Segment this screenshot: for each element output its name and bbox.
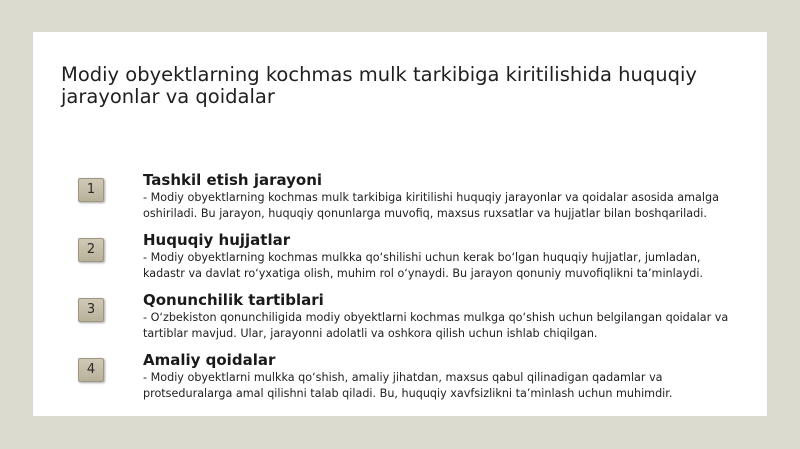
slide-title: Modiy obyektlarning kochmas mulk tarkibiga kiritilishida huquqiy jarayonlar va qoidalar [61,63,697,108]
item-description: - Modiy obyektlarning kochmas mulkka qo‘shilishi uchun kerak bo‘lgan huquqiy hujjatlar, jumladan, kadastr va davlat ro‘yxatiga olish, muhim rol o‘ynaydi. Bu jarayon qonuniy muvofiqlikni ta’minlaydi. [143,251,704,280]
number-badge: 4 [78,358,104,382]
slide [33,32,767,416]
list-item [78,351,738,407]
item-heading: Huquqiy hujjatlar [143,231,291,249]
number-badge: 2 [78,238,104,262]
item-heading: Qonunchilik tartiblari [143,291,324,309]
list-item [78,231,738,287]
list-item [78,291,738,347]
item-heading: Amaliy qoidalar [143,351,276,369]
item-description: - Modiy obyektlarni mulkka qo‘shish, amaliy jihatdan, maxsus qabul qilinadigan qadamlar va protseduralarga amal qilishni talab qiladi. Bu, huquqiy xavfsizlikni ta’minlash uchun muhimdir. [143,371,673,400]
number-badge: 1 [78,178,104,202]
number-badge: 3 [78,298,104,322]
item-description: - Modiy obyektlarning kochmas mulk tarkibiga kiritilishi huquqiy jarayonlar va qoidalar asosida amalga oshiriladi. Bu jarayon, huquqiy qonunlarga muvofiq, maxsus ruxsatlar va hujjatlar bilan boshqariladi. [143,191,719,220]
item-heading: Tashkil etish jarayoni [143,171,323,189]
item-description: - O‘zbekiston qonunchiligida modiy obyektlarni kochmas mulkga qo‘shish uchun belgilangan qoidalar va tartiblar mavjud. Ular, jarayonni adolatli va oshkora qilish uchun ishlab chiqilgan. [143,311,729,340]
list-item [78,171,738,227]
